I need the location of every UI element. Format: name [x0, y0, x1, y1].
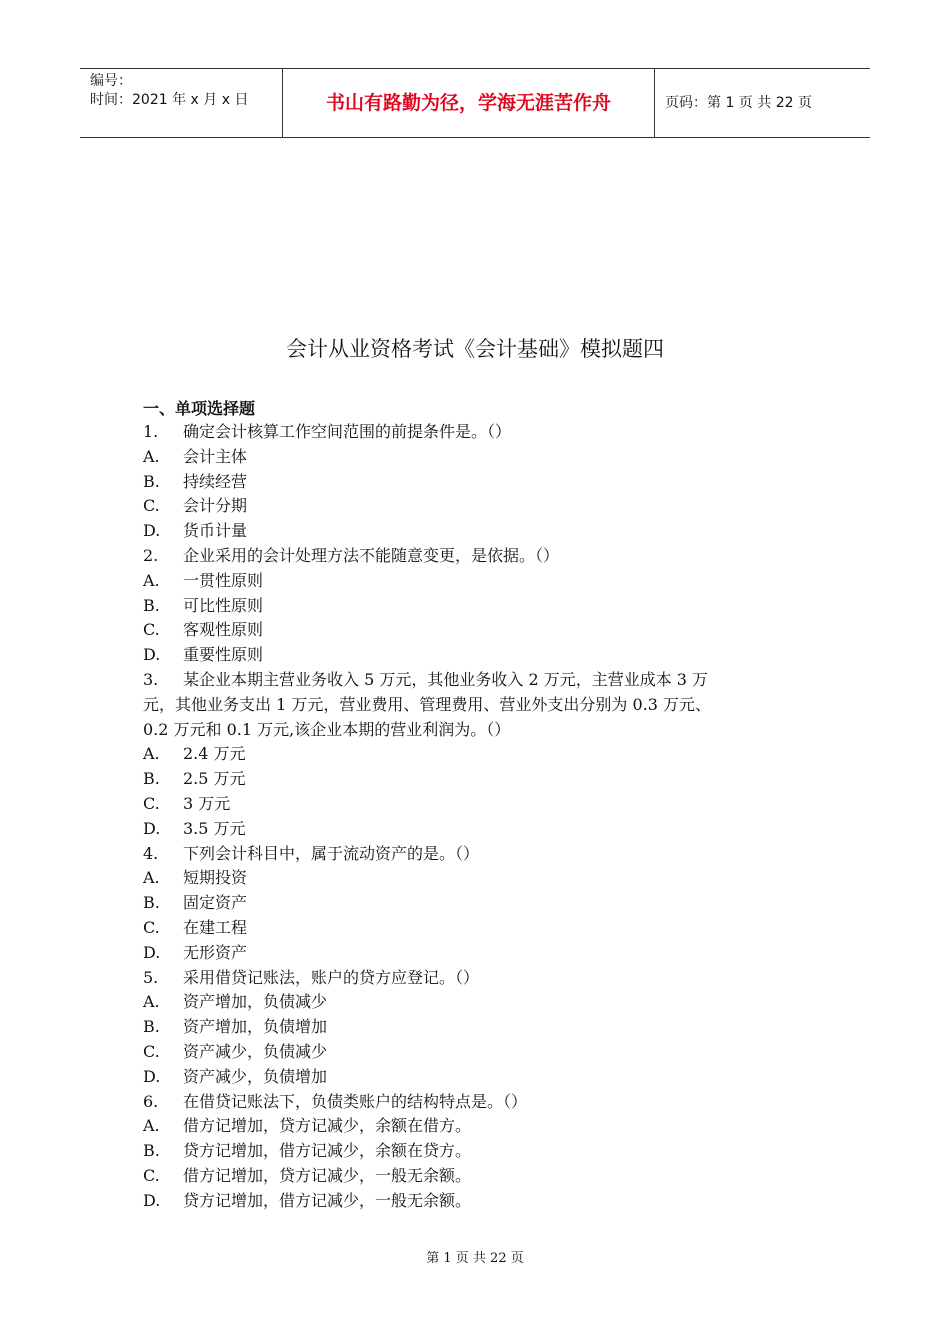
option-text: 资产减少，负债增加: [183, 1066, 328, 1086]
option-letter: A.: [143, 1116, 160, 1136]
answer-option: [143, 643, 823, 668]
option-text: 会计分期: [183, 496, 248, 516]
answer-option: [143, 1065, 823, 1090]
option-letter: A.: [143, 992, 160, 1012]
option-text: 会计主体: [183, 446, 248, 466]
option-text: 客观性原则: [183, 620, 264, 640]
question-text: 企业采用的会计处理方法不能随意变更，是依据。（）: [183, 545, 560, 565]
answer-option: [143, 990, 823, 1015]
option-text: 资产增加，负债减少: [183, 992, 328, 1012]
page-footer: 第 1 页 共 22 页: [426, 1251, 524, 1266]
answer-option: [143, 445, 823, 470]
option-text: 固定资产: [183, 893, 248, 913]
option-text: 2.5 万元: [183, 769, 246, 789]
answer-option: [143, 1040, 823, 1065]
option-text: 可比性原则: [183, 595, 264, 615]
option-letter: C.: [143, 793, 160, 813]
option-text: 2.4 万元: [183, 744, 246, 764]
option-letter: B.: [143, 769, 160, 789]
page-header: [80, 68, 870, 138]
answer-option: [143, 470, 823, 495]
question-continuation-line: [143, 718, 823, 743]
question-number: 2.: [143, 545, 159, 565]
answer-option: [143, 767, 823, 792]
answer-option: [143, 742, 823, 767]
answer-option: [143, 941, 823, 966]
option-text: 资产减少，负债减少: [183, 1041, 328, 1061]
option-text: 借方记增加，贷方记减少，余额在借方。: [183, 1116, 472, 1136]
option-letter: D.: [143, 521, 161, 541]
option-text: 在建工程: [183, 917, 248, 937]
question-stem: [143, 1090, 823, 1115]
question-text: 在借贷记账法下，负债类账户的结构特点是。（）: [183, 1091, 528, 1111]
date-label: 时间：2021 年 x 月 x 日: [90, 92, 249, 108]
option-letter: C.: [143, 1041, 160, 1061]
option-letter: A.: [143, 868, 160, 888]
question-text: 某企业本期主营业务收入 5 万元，其他业务收入 2 万元，主营业成本 3 万: [183, 669, 709, 689]
question-stem: [143, 544, 823, 569]
option-text: 3 万元: [183, 793, 231, 813]
answer-option: [143, 916, 823, 941]
question-number: 1.: [143, 422, 159, 441]
number-label: 编号：: [90, 73, 132, 89]
header-page-info: 页码：第 1 页 共 22 页: [665, 95, 812, 111]
option-letter: B.: [143, 595, 160, 615]
question-continuation-line: [143, 693, 823, 718]
question-stem: [143, 420, 823, 445]
question-list: [143, 420, 823, 1214]
section-title: 一、单项选择题: [143, 399, 256, 418]
option-text: 贷方记增加，借方记减少，一般无余额。: [183, 1190, 472, 1210]
header-meta: [80, 69, 282, 137]
option-text: 借方记增加，贷方记减少，一般无余额。: [183, 1165, 472, 1185]
answer-option: [143, 866, 823, 891]
question-number: 6.: [143, 1091, 159, 1111]
answer-option: [143, 494, 823, 519]
answer-option: [143, 594, 823, 619]
question-stem: [143, 842, 823, 867]
option-letter: B.: [143, 471, 160, 491]
option-text: 无形资产: [183, 942, 248, 962]
option-text: 贷方记增加，借方记减少，余额在贷方。: [183, 1141, 472, 1161]
line-text: 元，其他业务支出 1 万元，营业费用、管理费用、营业外支出分别为 0.3 万元、: [143, 694, 711, 714]
option-letter: C.: [143, 620, 160, 640]
question-number: 3.: [143, 669, 159, 689]
option-letter: A.: [143, 744, 160, 764]
answer-option: [143, 618, 823, 643]
answer-option: [143, 1139, 823, 1164]
question-text: 确定会计核算工作空间范围的前提条件是。（）: [183, 422, 512, 441]
answer-option: [143, 891, 823, 916]
option-letter: D.: [143, 818, 161, 838]
option-letter: A.: [143, 570, 160, 590]
answer-option: [143, 817, 823, 842]
answer-option: [143, 1189, 823, 1214]
option-text: 资产增加，负债增加: [183, 1017, 328, 1037]
option-text: 短期投资: [183, 868, 248, 888]
option-letter: C.: [143, 1165, 160, 1185]
option-letter: C.: [143, 917, 160, 937]
option-letter: C.: [143, 496, 160, 516]
option-letter: B.: [143, 1017, 160, 1037]
answer-option: [143, 792, 823, 817]
answer-option: [143, 1164, 823, 1189]
question-stem: [143, 668, 823, 693]
question-number: 4.: [143, 843, 159, 863]
header-motto: 书山有路勤为径，学海无涯苦作舟: [282, 69, 655, 137]
option-letter: D.: [143, 1066, 161, 1086]
option-letter: B.: [143, 1141, 160, 1161]
option-letter: D.: [143, 645, 161, 665]
option-text: 货币计量: [183, 521, 248, 541]
question-text: 采用借贷记账法，账户的贷方应登记。（）: [183, 967, 480, 987]
option-letter: D.: [143, 942, 161, 962]
option-text: 持续经营: [183, 471, 248, 491]
question-number: 5.: [143, 967, 159, 987]
question-stem: [143, 966, 823, 991]
option-letter: D.: [143, 1190, 161, 1210]
document-title: 会计从业资格考试《会计基础》模拟题四: [286, 337, 664, 361]
answer-option: [143, 519, 823, 544]
option-text: 3.5 万元: [183, 818, 246, 838]
option-text: 一贯性原则: [183, 570, 264, 590]
option-text: 重要性原则: [183, 645, 264, 665]
answer-option: [143, 1015, 823, 1040]
line-text: 0.2 万元和 0.1 万元,该企业本期的营业利润为。（）: [143, 719, 511, 739]
answer-option: [143, 1114, 823, 1139]
question-text: 下列会计科目中，属于流动资产的是。（）: [183, 843, 480, 863]
option-letter: B.: [143, 893, 160, 913]
answer-option: [143, 569, 823, 594]
option-letter: A.: [143, 446, 160, 466]
